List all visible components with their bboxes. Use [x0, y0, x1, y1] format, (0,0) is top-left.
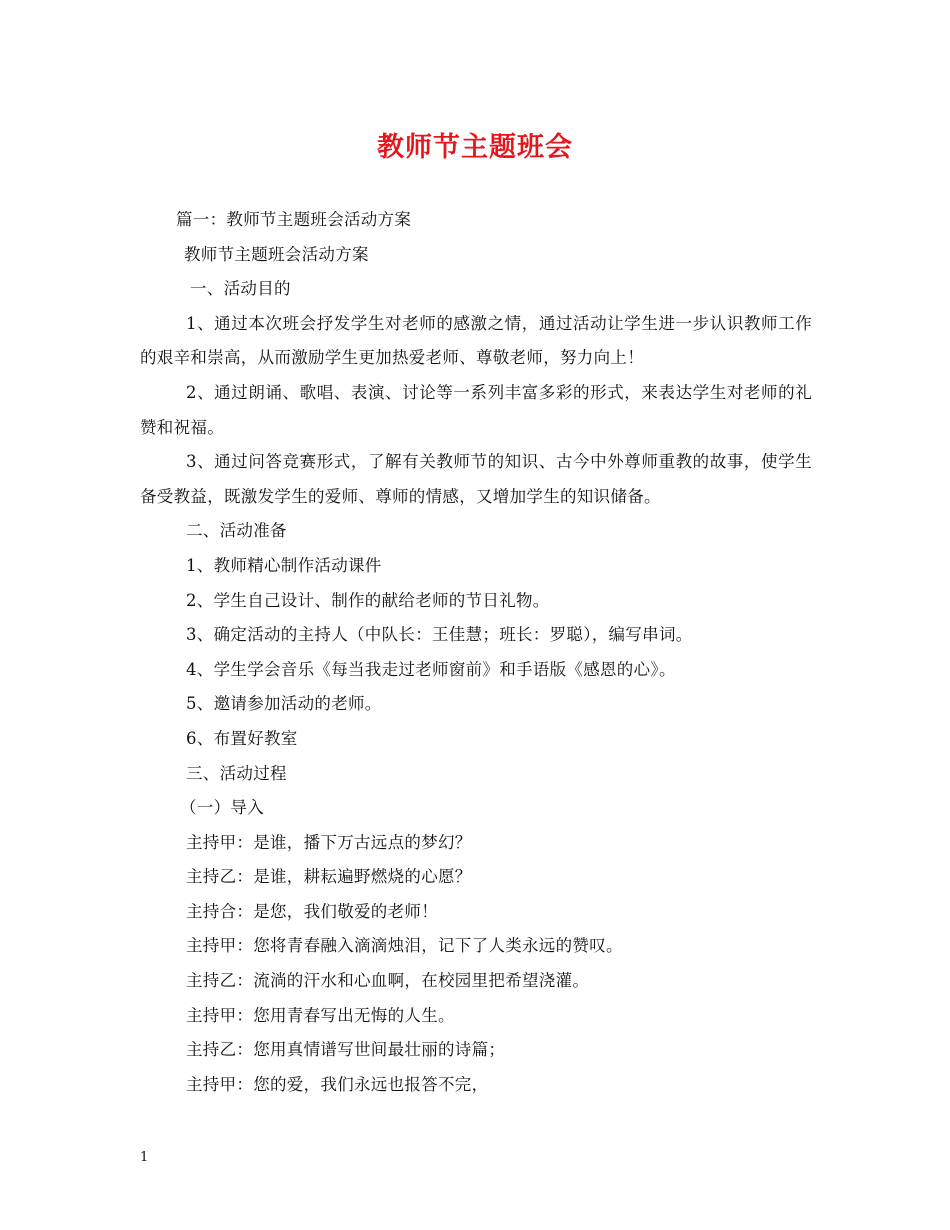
paragraph-goal-1: 1、通过本次班会抒发学生对老师的感激之情，通过活动让学生进一步认识教师工作的艰辛和崇高，从而激励学生更加热爱老师、尊敬老师，努力向上！	[140, 313, 812, 368]
paragraph-prep-1: 1、教师精心制作活动课件	[186, 555, 382, 575]
paragraph-prep-4: 4、学生学会音乐《每当我走过老师窗前》和手语版《感恩的心》。	[186, 659, 676, 679]
section-heading-part-one: 篇一：教师节主题班会活动方案	[176, 210, 412, 229]
section-heading-process: 三、活动过程	[186, 763, 287, 783]
plan-subtitle: 教师节主题班会活动方案	[184, 244, 369, 264]
dialogue-line: 主持合：是您，我们敬爱的老师！	[186, 901, 438, 921]
subsection-heading-intro: （一）导入	[180, 798, 264, 818]
dialogue-line: 主持乙：您用真情谱写世间最壮丽的诗篇；	[186, 1040, 506, 1060]
section-heading-goals: 一、活动目的	[190, 279, 291, 299]
paragraph-prep-2: 2、学生自己设计、制作的献给老师的节日礼物。	[186, 590, 550, 610]
document-title: 教师节主题班会	[377, 132, 573, 163]
dialogue-line: 主持甲：您将青春融入滴滴烛泪，记下了人类永远的赞叹。	[186, 936, 623, 956]
dialogue-line: 主持甲：您用青春写出无悔的人生。	[186, 1005, 455, 1025]
dialogue-line: 主持甲：是谁，播下万古远点的梦幻？	[186, 832, 472, 852]
document-body	[140, 203, 812, 1102]
dialogue-line: 主持甲：您的爱，我们永远也报答不完，	[186, 1074, 489, 1094]
section-heading-preparation: 二、活动准备	[186, 521, 287, 541]
paragraph-goal-3: 3、通过问答竞赛形式，了解有关教师节的知识、古今中外尊师重教的故事，使学生备受教益，既激发学生的爱师、尊师的情感，又增加学生的知识储备。	[140, 452, 812, 506]
paragraph-goal-2: 2、通过朗诵、歌唱、表演、讨论等一系列丰富多彩的形式，来表达学生对老师的礼赞和祝福。	[140, 382, 812, 437]
paragraph-prep-3: 3、确定活动的主持人（中队长：王佳慧；班长：罗聪），编写串词。	[186, 625, 693, 645]
paragraph-prep-6: 6、布置好教室	[186, 728, 298, 748]
page-number: 1	[140, 1150, 149, 1165]
paragraph-prep-5: 5、邀请参加活动的老师。	[186, 694, 382, 714]
dialogue-line: 主持乙：流淌的汗水和心血啊，在校园里把希望浇灌。	[186, 971, 590, 991]
dialogue-line: 主持乙：是谁，耕耘遍野燃烧的心愿？	[186, 867, 472, 887]
